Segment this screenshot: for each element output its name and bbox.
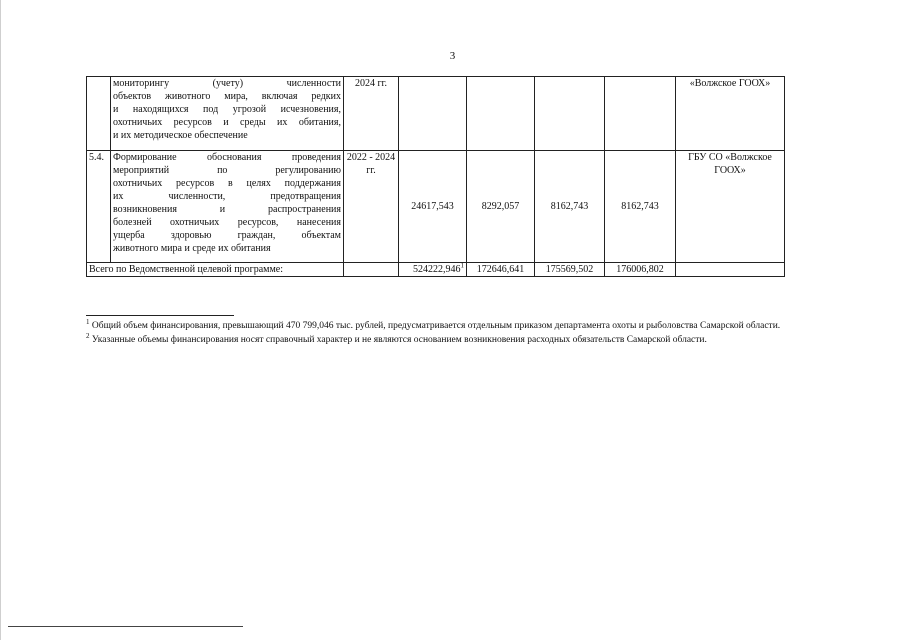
total-value-cell: [399, 263, 467, 277]
description-line: объектов животного мира, включая редких: [113, 91, 341, 102]
footnote: [86, 331, 806, 346]
description-line: и их методическое обеспечение: [113, 130, 248, 141]
period-cell: 2024 гг.: [344, 77, 399, 151]
value-cell: 8162,743: [605, 151, 676, 263]
footnote-mark: 1: [86, 317, 90, 326]
footnote-separator: [86, 315, 234, 316]
value-cell: [399, 77, 467, 151]
table-row: [87, 151, 785, 263]
description-line: животного мира и среде их обитания: [113, 243, 271, 254]
executor-cell: ГБУ СО «Волжское ГООХ»: [676, 151, 785, 263]
total-label: Всего по Ведомственной целевой программе:: [87, 263, 344, 277]
description-line: Формирование обоснования проведения: [113, 152, 341, 163]
description-line: ущерба здоровью граждан, объектам: [113, 230, 341, 241]
total-value-cell: 175569,502: [535, 263, 605, 277]
description-line: болезней охотничьих ресурсов, нанесения: [113, 217, 341, 228]
description-line: возникновения и распространения: [113, 204, 341, 215]
bottom-line: [8, 626, 243, 627]
total-row: [87, 263, 785, 277]
description-line: мероприятий по регулированию: [113, 165, 341, 176]
description-line: мониторингу (учету) численности: [113, 78, 341, 89]
total-executor-cell: [676, 263, 785, 277]
value-cell: [605, 77, 676, 151]
period-cell: 2022 - 2024 гг.: [344, 151, 399, 263]
page-number: 3: [449, 50, 456, 62]
footnote: [86, 317, 806, 332]
budget-table: [86, 76, 785, 277]
total-value: 524222,946: [413, 264, 461, 275]
value-cell: 24617,543: [399, 151, 467, 263]
total-value-cell: 172646,641: [467, 263, 535, 277]
description-line: охотничьих ресурсов и среды их обитания,: [113, 117, 341, 128]
row-number-cell: 5.4.: [87, 151, 111, 263]
description-cell: [111, 77, 344, 151]
page-edge: [0, 0, 1, 640]
executor-cell: «Волжское ГООХ»: [676, 77, 785, 151]
description-line: охотничьих ресурсов в целях поддержания: [113, 178, 341, 189]
total-period-cell: [344, 263, 399, 277]
value-cell: [535, 77, 605, 151]
footnote-text: Общий объем финансирования, превышающий 470 799,046 тыс. рублей, предусматривается отдельным приказом департамента охоты и рыболовства Самарской области.: [91, 321, 781, 331]
footnotes: [86, 317, 806, 348]
description-line: их численности, предотвращения: [113, 191, 341, 202]
table-row: [87, 77, 785, 151]
total-value-cell: 176006,802: [605, 263, 676, 277]
value-cell: 8162,743: [535, 151, 605, 263]
description-line: и находящихся под угрозой исчезновения,: [113, 104, 341, 115]
value-cell: 8292,057: [467, 151, 535, 263]
row-number-cell: [87, 77, 111, 151]
footnote-mark: 2: [86, 331, 90, 340]
footnote-mark: 1: [460, 261, 464, 270]
description-cell: [111, 151, 344, 263]
value-cell: [467, 77, 535, 151]
footnote-text: Указанные объемы финансирования носят справочный характер и не являются основанием возникновения расходных обязательств Самарской области.: [91, 335, 707, 345]
